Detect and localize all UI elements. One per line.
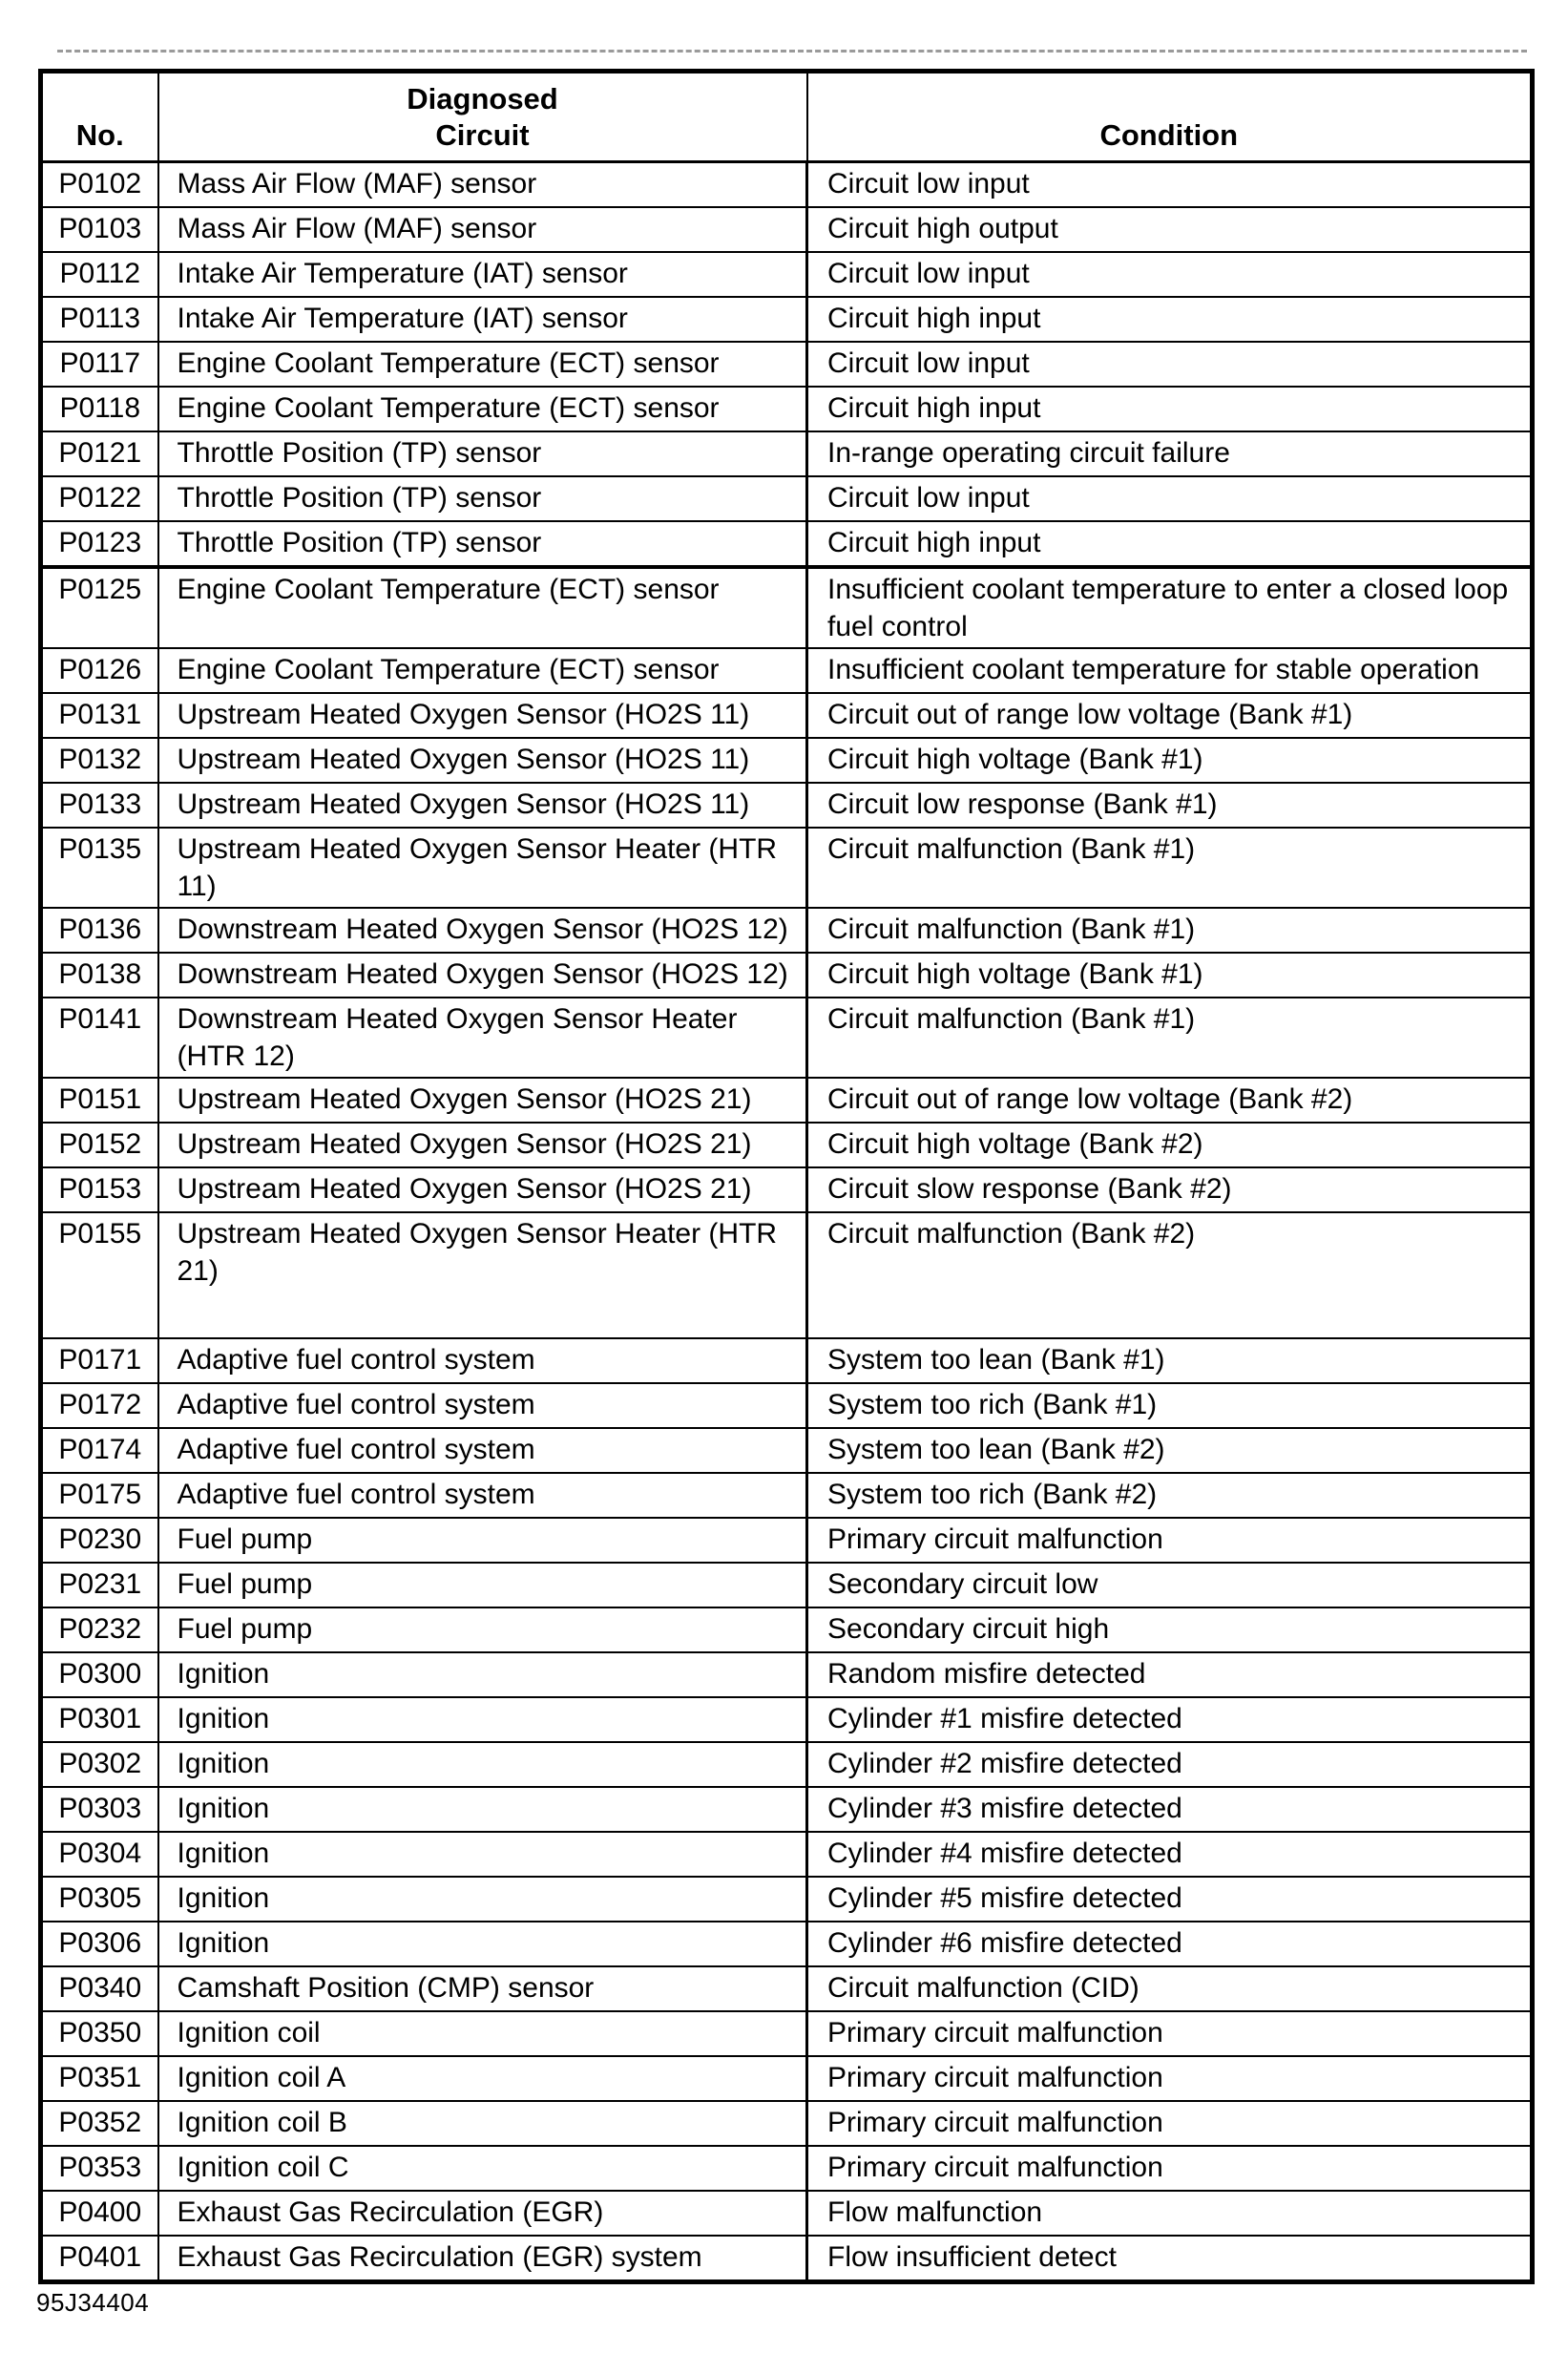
circuit-cell: Ignition [158, 1922, 807, 1966]
circuit-cell: Adaptive fuel control system [158, 1428, 807, 1473]
condition-cell: Circuit malfunction (CID) [807, 1966, 1533, 2011]
table-row [41, 1383, 1533, 1428]
dtc-code-cell: P0103 [41, 207, 158, 252]
dtc-code-cell: P0304 [41, 1832, 158, 1877]
condition-cell: Flow malfunction [807, 2191, 1533, 2236]
condition-cell: Primary circuit malfunction [807, 2101, 1533, 2146]
circuit-cell: Upstream Heated Oxygen Sensor (HO2S 11) [158, 783, 807, 828]
dtc-code-cell: P0117 [41, 342, 158, 387]
table-row [41, 162, 1533, 208]
dtc-code-cell: P0400 [41, 2191, 158, 2236]
table-row [41, 521, 1533, 567]
circuit-cell: Adaptive fuel control system [158, 1473, 807, 1518]
table-row [41, 998, 1533, 1078]
circuit-cell: Camshaft Position (CMP) sensor [158, 1966, 807, 2011]
condition-cell: System too rich (Bank #2) [807, 1473, 1533, 1518]
condition-cell: Circuit low input [807, 342, 1533, 387]
dtc-code-cell: P0232 [41, 1607, 158, 1652]
table-row [41, 2146, 1533, 2191]
dtc-code-cell: P0174 [41, 1428, 158, 1473]
dtc-code-cell: P0152 [41, 1123, 158, 1167]
dtc-code-cell: P0401 [41, 2236, 158, 2282]
table-row [41, 1338, 1533, 1383]
condition-cell: Circuit high input [807, 387, 1533, 431]
circuit-cell: Upstream Heated Oxygen Sensor Heater (HTR 21) [158, 1212, 807, 1338]
condition-cell: Cylinder #4 misfire detected [807, 1832, 1533, 1877]
table-row [41, 1877, 1533, 1922]
condition-cell: Circuit malfunction (Bank #1) [807, 828, 1533, 908]
dtc-table-body [41, 162, 1533, 2282]
circuit-cell: Intake Air Temperature (IAT) sensor [158, 252, 807, 297]
table-row [41, 1212, 1533, 1338]
dtc-code-cell: P0122 [41, 476, 158, 521]
circuit-cell: Ignition [158, 1877, 807, 1922]
table-row [41, 1473, 1533, 1518]
dtc-code-cell: P0303 [41, 1787, 158, 1832]
dtc-code-cell: P0123 [41, 521, 158, 567]
document-code: 95J34404 [36, 2288, 150, 2317]
condition-cell: Secondary circuit high [807, 1607, 1533, 1652]
header-diagnosed-circuit [158, 72, 807, 162]
dtc-code-cell: P0340 [41, 1966, 158, 2011]
table-row [41, 1832, 1533, 1877]
dtc-code-cell: P0351 [41, 2056, 158, 2101]
header-no-label: No. [75, 118, 124, 152]
table-row [41, 1966, 1533, 2011]
table-row [41, 1742, 1533, 1787]
condition-cell: Circuit low input [807, 476, 1533, 521]
table-row [41, 1607, 1533, 1652]
table-row [41, 1652, 1533, 1697]
condition-cell: Circuit high output [807, 207, 1533, 252]
circuit-cell: Ignition [158, 1697, 807, 1742]
condition-cell: Cylinder #2 misfire detected [807, 1742, 1533, 1787]
dtc-code-cell: P0141 [41, 998, 158, 1078]
dtc-code-cell: P0131 [41, 693, 158, 738]
table-row [41, 1518, 1533, 1563]
dtc-code-cell: P0230 [41, 1518, 158, 1563]
dtc-code-cell: P0113 [41, 297, 158, 342]
dtc-code-cell: P0132 [41, 738, 158, 783]
circuit-cell: Adaptive fuel control system [158, 1338, 807, 1383]
dtc-code-cell: P0172 [41, 1383, 158, 1428]
header-circuit-line2: Circuit [435, 118, 530, 152]
circuit-cell: Ignition [158, 1742, 807, 1787]
dtc-code-cell: P0151 [41, 1078, 158, 1123]
circuit-cell: Ignition coil B [158, 2101, 807, 2146]
dtc-code-cell: P0118 [41, 387, 158, 431]
condition-cell: Circuit high voltage (Bank #1) [807, 953, 1533, 998]
table-row [41, 2056, 1533, 2101]
circuit-cell: Upstream Heated Oxygen Sensor (HO2S 21) [158, 1123, 807, 1167]
dtc-code-cell: P0350 [41, 2011, 158, 2056]
dtc-code-cell: P0300 [41, 1652, 158, 1697]
dtc-code-cell: P0102 [41, 162, 158, 208]
condition-cell: Circuit high voltage (Bank #2) [807, 1123, 1533, 1167]
dtc-code-cell: P0302 [41, 1742, 158, 1787]
table-row [41, 828, 1533, 908]
condition-cell: Primary circuit malfunction [807, 2011, 1533, 2056]
table-row [41, 1787, 1533, 1832]
condition-cell: Cylinder #6 misfire detected [807, 1922, 1533, 1966]
dtc-code-cell: P0352 [41, 2101, 158, 2146]
condition-cell: Circuit low input [807, 162, 1533, 208]
circuit-cell: Engine Coolant Temperature (ECT) sensor [158, 648, 807, 693]
circuit-cell: Mass Air Flow (MAF) sensor [158, 162, 807, 208]
circuit-cell: Ignition [158, 1832, 807, 1877]
circuit-cell: Exhaust Gas Recirculation (EGR) [158, 2191, 807, 2236]
circuit-cell: Fuel pump [158, 1607, 807, 1652]
header-no [41, 72, 158, 162]
condition-cell: Insufficient coolant temperature for stable operation [807, 648, 1533, 693]
dtc-code-cell: P0135 [41, 828, 158, 908]
table-row [41, 2101, 1533, 2146]
table-row [41, 431, 1533, 476]
circuit-cell: Downstream Heated Oxygen Sensor (HO2S 12) [158, 908, 807, 953]
condition-cell: Circuit high input [807, 297, 1533, 342]
dtc-code-cell: P0136 [41, 908, 158, 953]
dtc-code-cell: P0305 [41, 1877, 158, 1922]
circuit-cell: Upstream Heated Oxygen Sensor Heater (HTR 11) [158, 828, 807, 908]
condition-cell: System too lean (Bank #1) [807, 1338, 1533, 1383]
condition-cell: Cylinder #1 misfire detected [807, 1697, 1533, 1742]
dtc-code-cell: P0133 [41, 783, 158, 828]
table-row [41, 953, 1533, 998]
condition-cell: Cylinder #3 misfire detected [807, 1787, 1533, 1832]
circuit-cell: Ignition [158, 1787, 807, 1832]
condition-cell: Circuit malfunction (Bank #1) [807, 998, 1533, 1078]
dtc-code-cell: P0112 [41, 252, 158, 297]
condition-cell: Circuit high input [807, 521, 1533, 567]
condition-cell: System too rich (Bank #1) [807, 1383, 1533, 1428]
table-row [41, 783, 1533, 828]
circuit-cell: Throttle Position (TP) sensor [158, 476, 807, 521]
condition-cell: Secondary circuit low [807, 1563, 1533, 1607]
condition-cell: Cylinder #5 misfire detected [807, 1877, 1533, 1922]
dtc-code-cell: P0171 [41, 1338, 158, 1383]
table-row [41, 342, 1533, 387]
condition-cell: Primary circuit malfunction [807, 1518, 1533, 1563]
dtc-code-cell: P0138 [41, 953, 158, 998]
table-row [41, 387, 1533, 431]
circuit-cell: Upstream Heated Oxygen Sensor (HO2S 21) [158, 1078, 807, 1123]
header-circuit-line1: Diagnosed [407, 82, 558, 116]
condition-cell: Circuit out of range low voltage (Bank #2) [807, 1078, 1533, 1123]
circuit-cell: Engine Coolant Temperature (ECT) sensor [158, 567, 807, 648]
condition-cell: Circuit low response (Bank #1) [807, 783, 1533, 828]
table-row [41, 693, 1533, 738]
condition-cell: Primary circuit malfunction [807, 2056, 1533, 2101]
circuit-cell: Mass Air Flow (MAF) sensor [158, 207, 807, 252]
condition-cell: Circuit malfunction (Bank #1) [807, 908, 1533, 953]
circuit-cell: Upstream Heated Oxygen Sensor (HO2S 11) [158, 738, 807, 783]
condition-cell: Circuit slow response (Bank #2) [807, 1167, 1533, 1212]
condition-cell: Circuit low input [807, 252, 1533, 297]
table-row [41, 567, 1533, 648]
dtc-code-cell: P0175 [41, 1473, 158, 1518]
circuit-cell: Exhaust Gas Recirculation (EGR) system [158, 2236, 807, 2282]
table-row [41, 2011, 1533, 2056]
circuit-cell: Engine Coolant Temperature (ECT) sensor [158, 387, 807, 431]
condition-cell: Circuit high voltage (Bank #1) [807, 738, 1533, 783]
circuit-cell: Fuel pump [158, 1563, 807, 1607]
circuit-cell: Ignition coil A [158, 2056, 807, 2101]
dtc-table-head [41, 72, 1533, 162]
circuit-cell: Downstream Heated Oxygen Sensor (HO2S 12) [158, 953, 807, 998]
dtc-table [38, 69, 1535, 2284]
circuit-cell: Intake Air Temperature (IAT) sensor [158, 297, 807, 342]
circuit-cell: Throttle Position (TP) sensor [158, 431, 807, 476]
circuit-cell: Downstream Heated Oxygen Sensor Heater (HTR 12) [158, 998, 807, 1078]
scan-artifact-line [57, 50, 1527, 53]
condition-cell: In-range operating circuit failure [807, 431, 1533, 476]
condition-cell: Insufficient coolant temperature to enter a closed loop fuel control [807, 567, 1533, 648]
table-row [41, 1167, 1533, 1212]
header-condition [807, 72, 1533, 162]
circuit-cell: Fuel pump [158, 1518, 807, 1563]
table-row [41, 1078, 1533, 1123]
condition-cell: Circuit malfunction (Bank #2) [807, 1212, 1533, 1338]
dtc-code-cell: P0306 [41, 1922, 158, 1966]
dtc-code-cell: P0126 [41, 648, 158, 693]
condition-cell: Flow insufficient detect [807, 2236, 1533, 2282]
header-row [41, 72, 1533, 162]
circuit-cell: Ignition [158, 1652, 807, 1697]
table-row [41, 297, 1533, 342]
dtc-code-cell: P0353 [41, 2146, 158, 2191]
circuit-cell: Ignition coil C [158, 2146, 807, 2191]
table-row [41, 252, 1533, 297]
header-condition-label: Condition [1099, 118, 1239, 152]
table-row [41, 2236, 1533, 2282]
table-row [41, 1697, 1533, 1742]
circuit-cell: Upstream Heated Oxygen Sensor (HO2S 21) [158, 1167, 807, 1212]
condition-cell: System too lean (Bank #2) [807, 1428, 1533, 1473]
table-row [41, 2191, 1533, 2236]
table-row [41, 738, 1533, 783]
circuit-cell: Adaptive fuel control system [158, 1383, 807, 1428]
table-row [41, 476, 1533, 521]
circuit-cell: Ignition coil [158, 2011, 807, 2056]
condition-cell: Random misfire detected [807, 1652, 1533, 1697]
dtc-code-cell: P0125 [41, 567, 158, 648]
dtc-code-cell: P0121 [41, 431, 158, 476]
circuit-cell: Upstream Heated Oxygen Sensor (HO2S 11) [158, 693, 807, 738]
dtc-code-cell: P0155 [41, 1212, 158, 1338]
table-row [41, 1123, 1533, 1167]
circuit-cell: Throttle Position (TP) sensor [158, 521, 807, 567]
circuit-cell: Engine Coolant Temperature (ECT) sensor [158, 342, 807, 387]
table-row [41, 207, 1533, 252]
dtc-code-cell: P0231 [41, 1563, 158, 1607]
dtc-code-cell: P0301 [41, 1697, 158, 1742]
condition-cell: Circuit out of range low voltage (Bank #1) [807, 693, 1533, 738]
table-row [41, 1922, 1533, 1966]
table-row [41, 1428, 1533, 1473]
table-row [41, 648, 1533, 693]
condition-cell: Primary circuit malfunction [807, 2146, 1533, 2191]
dtc-code-cell: P0153 [41, 1167, 158, 1212]
table-row [41, 908, 1533, 953]
table-row [41, 1563, 1533, 1607]
